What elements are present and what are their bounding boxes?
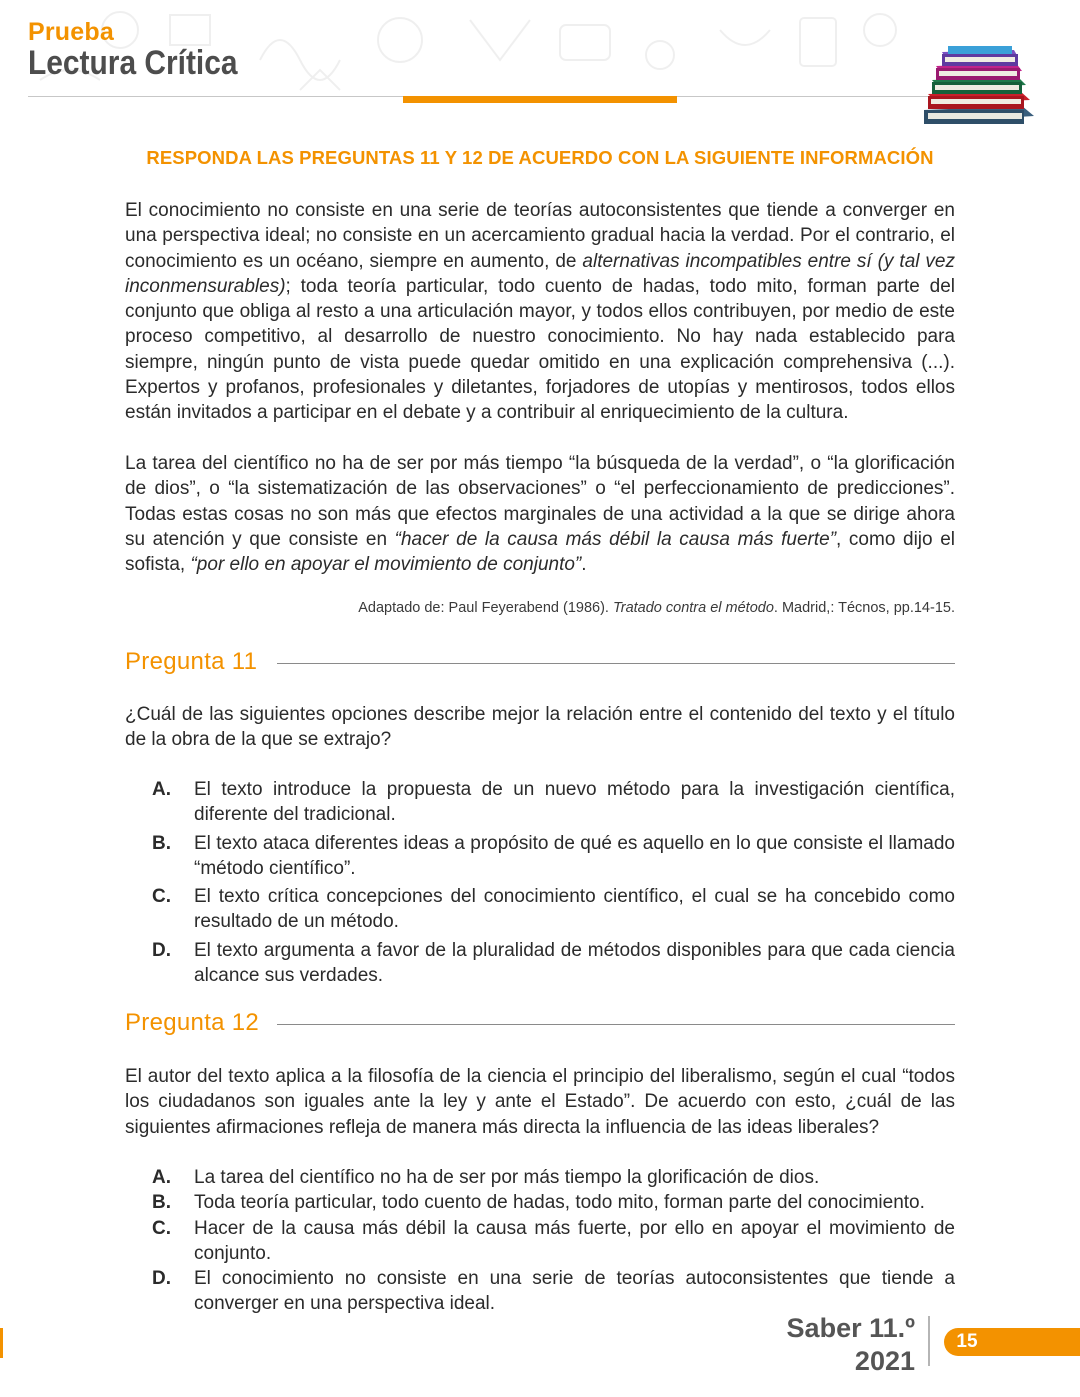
brand-prueba: Prueba	[28, 18, 114, 46]
option-d[interactable]	[152, 938, 955, 989]
question-11-rule	[277, 663, 955, 664]
footer-year: 2021	[854, 1346, 915, 1376]
question-11-stem: ¿Cuál de las siguientes opciones describe mejor la relación entre el contenido del texto y el título de la obra de la que se extrajo?	[125, 704, 955, 751]
option-text: El conocimiento no consiste en una serie de teorías autoconsistentes que tiende a converger en una perspectiva ideal.	[194, 1268, 955, 1315]
question-12-options	[152, 1165, 955, 1317]
option-text: La tarea del científico no ha de ser por más tiempo la glorificación de dios.	[194, 1167, 820, 1188]
option-letter: A.	[152, 1167, 171, 1188]
question-11-label: Pregunta 11	[125, 648, 271, 676]
question-12-rule	[277, 1024, 955, 1025]
question-11-options	[152, 777, 955, 991]
option-text: El texto argumenta a favor de la pluralidad de métodos disponibles para que cada ciencia alcance sus verdades.	[194, 939, 955, 987]
books-stack-icon	[918, 44, 1040, 130]
brand-title: Lectura Crítica	[28, 44, 238, 82]
option-b[interactable]	[152, 1190, 955, 1215]
page-number: 15	[956, 1331, 978, 1352]
question-11-heading	[125, 648, 955, 678]
option-letter: D.	[152, 1268, 171, 1290]
option-text: Hacer de la causa más débil la causa más fuerte, por ello en apoyar el movimiento de conjunto.	[194, 1217, 955, 1264]
option-c[interactable]	[152, 1216, 955, 1267]
source-citation: Adaptado de: Paul Feyerabend (1986). Tratado contra el método. Madrid,: Técnos, pp.14-15.	[358, 600, 955, 616]
footer-left-mark	[0, 1328, 3, 1358]
footer-separator	[928, 1316, 930, 1366]
option-text: El texto introduce la propuesta de un nuevo método para la investigación científica, diferente del tradicional.	[194, 779, 955, 826]
question-12-stem: El autor del texto aplica a la filosofía de la ciencia el principio del liberalismo, según el cual “todos los ciudadanos son iguales ante la ley y ante el Estado”. De acuerdo con esto, ¿cuál de las siguientes afirmaciones refleja de manera más directa la influencia de las ideas liberales?	[125, 1066, 955, 1138]
option-a[interactable]	[152, 1165, 955, 1190]
option-b[interactable]	[152, 831, 955, 882]
instruction-heading: RESPONDA LAS PREGUNTAS 11 Y 12 DE ACUERDO CON LA SIGUIENTE INFORMACIÓN	[146, 147, 934, 168]
option-letter: C.	[152, 886, 171, 908]
option-c[interactable]	[152, 884, 955, 935]
header-accent-bar	[403, 96, 677, 103]
option-text: El texto ataca diferentes ideas a propósito de qué es aquello en lo que consiste el llamado “método científico”.	[194, 832, 955, 879]
option-a[interactable]	[152, 777, 955, 828]
option-letter: B.	[152, 1192, 171, 1214]
option-letter: A.	[152, 779, 171, 800]
option-text: Toda teoría particular, todo cuento de hadas, todo mito, forman parte del conocimiento.	[194, 1192, 925, 1214]
option-letter: D.	[152, 939, 171, 961]
passage-paragraph-1: El conocimiento no consiste en una serie de teorías autoconsistentes que tiende a converger en una perspectiva ideal; no consiste en un acercamiento gradual hacia la verdad. Por el contrario, el conocimiento es un océano, siempre en aumento, de alternativas incompatibles entre sí (y tal vez inconmensurables); toda teoría particular, todo cuento de hadas, todo mito, forman parte del conjunto que obliga al resto a una articulación mayor, y todos ellos contribuyen, por medio de este proceso competitivo, al desarrollo de nuestro conocimiento. No hay nada establecido para siempre, ningún punto de vista puede quedar omitido en una explicación comprehensiva (...). Expertos y profanos, profesionales y diletantes, forjadores de utopías y mentirosos, todos ellos están invitados a participar en el debate y a contribuir al enriquecimiento de la cultura.	[125, 200, 955, 424]
footer-saber-label: Saber 11.º	[786, 1313, 915, 1343]
option-letter: B.	[152, 832, 171, 854]
question-12-heading	[125, 1009, 955, 1039]
page-number-badge	[944, 1328, 1080, 1356]
question-12-label: Pregunta 12	[125, 1009, 273, 1037]
option-letter: C.	[152, 1217, 171, 1239]
passage-paragraph-2: La tarea del científico no ha de ser por más tiempo “la búsqueda de la verdad”, o “la glorificación de dios”, o “la sistematización de las observaciones” o “el perfeccionamiento de predicciones”. Todas estas cosas no son más que efectos marginales de una actividad a la que se dirige ahora su atención y que consiste en “hacer de la causa más débil la causa más fuerte”, como dijo el sofista, “por ello en apoyar el movimiento de conjunto”.	[125, 453, 955, 576]
option-text: El texto crítica concepciones del conocimiento científico, el cual se ha concebido como resultado de un método.	[194, 886, 955, 933]
option-d[interactable]	[152, 1266, 955, 1317]
